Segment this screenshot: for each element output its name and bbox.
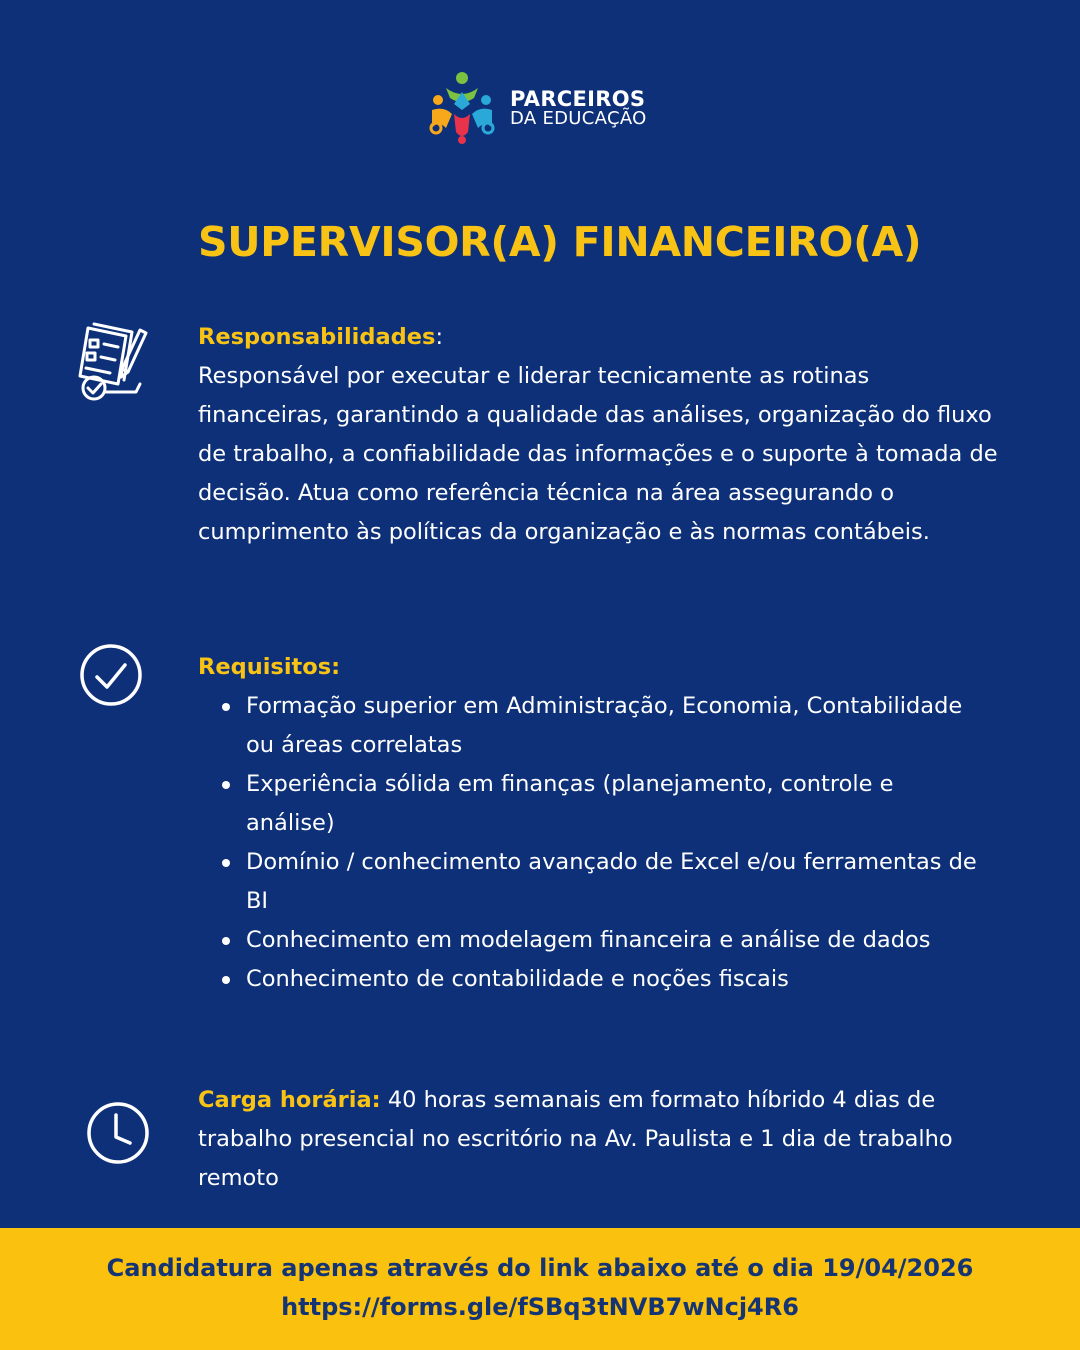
application-link[interactable]: https://forms.gle/fSBq3tNVB7wNcj4R6 <box>281 1293 799 1321</box>
job-title: SUPERVISOR(A) FINANCEIRO(A) <box>198 218 922 266</box>
requirements-list <box>198 687 998 999</box>
working-hours-text: 40 horas semanais em formato híbrido 4 dias de trabalho presencial no escritório na Av. Paulista e 1 dia de trabalho remoto <box>198 1087 953 1191</box>
responsibilities-label: Responsabilidades <box>198 324 436 350</box>
responsibilities-section <box>198 318 998 552</box>
requirements-section <box>198 648 998 999</box>
clock-icon <box>86 1101 150 1165</box>
list-item: Domínio / conhecimento avançado de Excel e/ou ferramentas de BI <box>198 843 986 921</box>
list-item: Experiência sólida em finanças (planejamento, controle e análise) <box>198 765 986 843</box>
logo-name: PARCEIROS <box>510 86 646 111</box>
working-hours-section <box>198 1081 998 1198</box>
responsibilities-text: Responsável por executar e liderar tecnicamente as rotinas financeiras, garantindo a qualidade das análises, organização do fluxo de trabalho, a confiabilidade das informações e o suporte à tomada de decisão. Atua como referência técnica na área assegurando o cumprimento às políticas da organização e às normas contábeis. <box>198 363 998 545</box>
application-deadline: Candidatura apenas através do link abaixo até o dia 19/04/2026 <box>106 1254 974 1282</box>
list-item: Conhecimento de contabilidade e noções fiscais <box>198 960 986 999</box>
responsibilities-heading <box>198 318 998 357</box>
footer-banner <box>0 1228 1080 1350</box>
list-item: Formação superior em Administração, Economia, Contabilidade ou áreas correlatas <box>198 687 986 765</box>
check-circle-icon <box>79 643 143 707</box>
logo-subtitle: DA EDUCAÇÃO <box>510 107 647 129</box>
working-hours-label: Carga horária: <box>198 1087 381 1113</box>
list-item: Conhecimento em modelagem financeira e análise de dados <box>198 921 986 960</box>
checklist-document-icon <box>74 322 152 404</box>
requirements-label: Requisitos: <box>198 654 341 680</box>
responsibilities-label-colon: : <box>435 324 444 350</box>
parceiros-logo-mark-icon <box>424 70 500 146</box>
logo <box>424 70 647 146</box>
